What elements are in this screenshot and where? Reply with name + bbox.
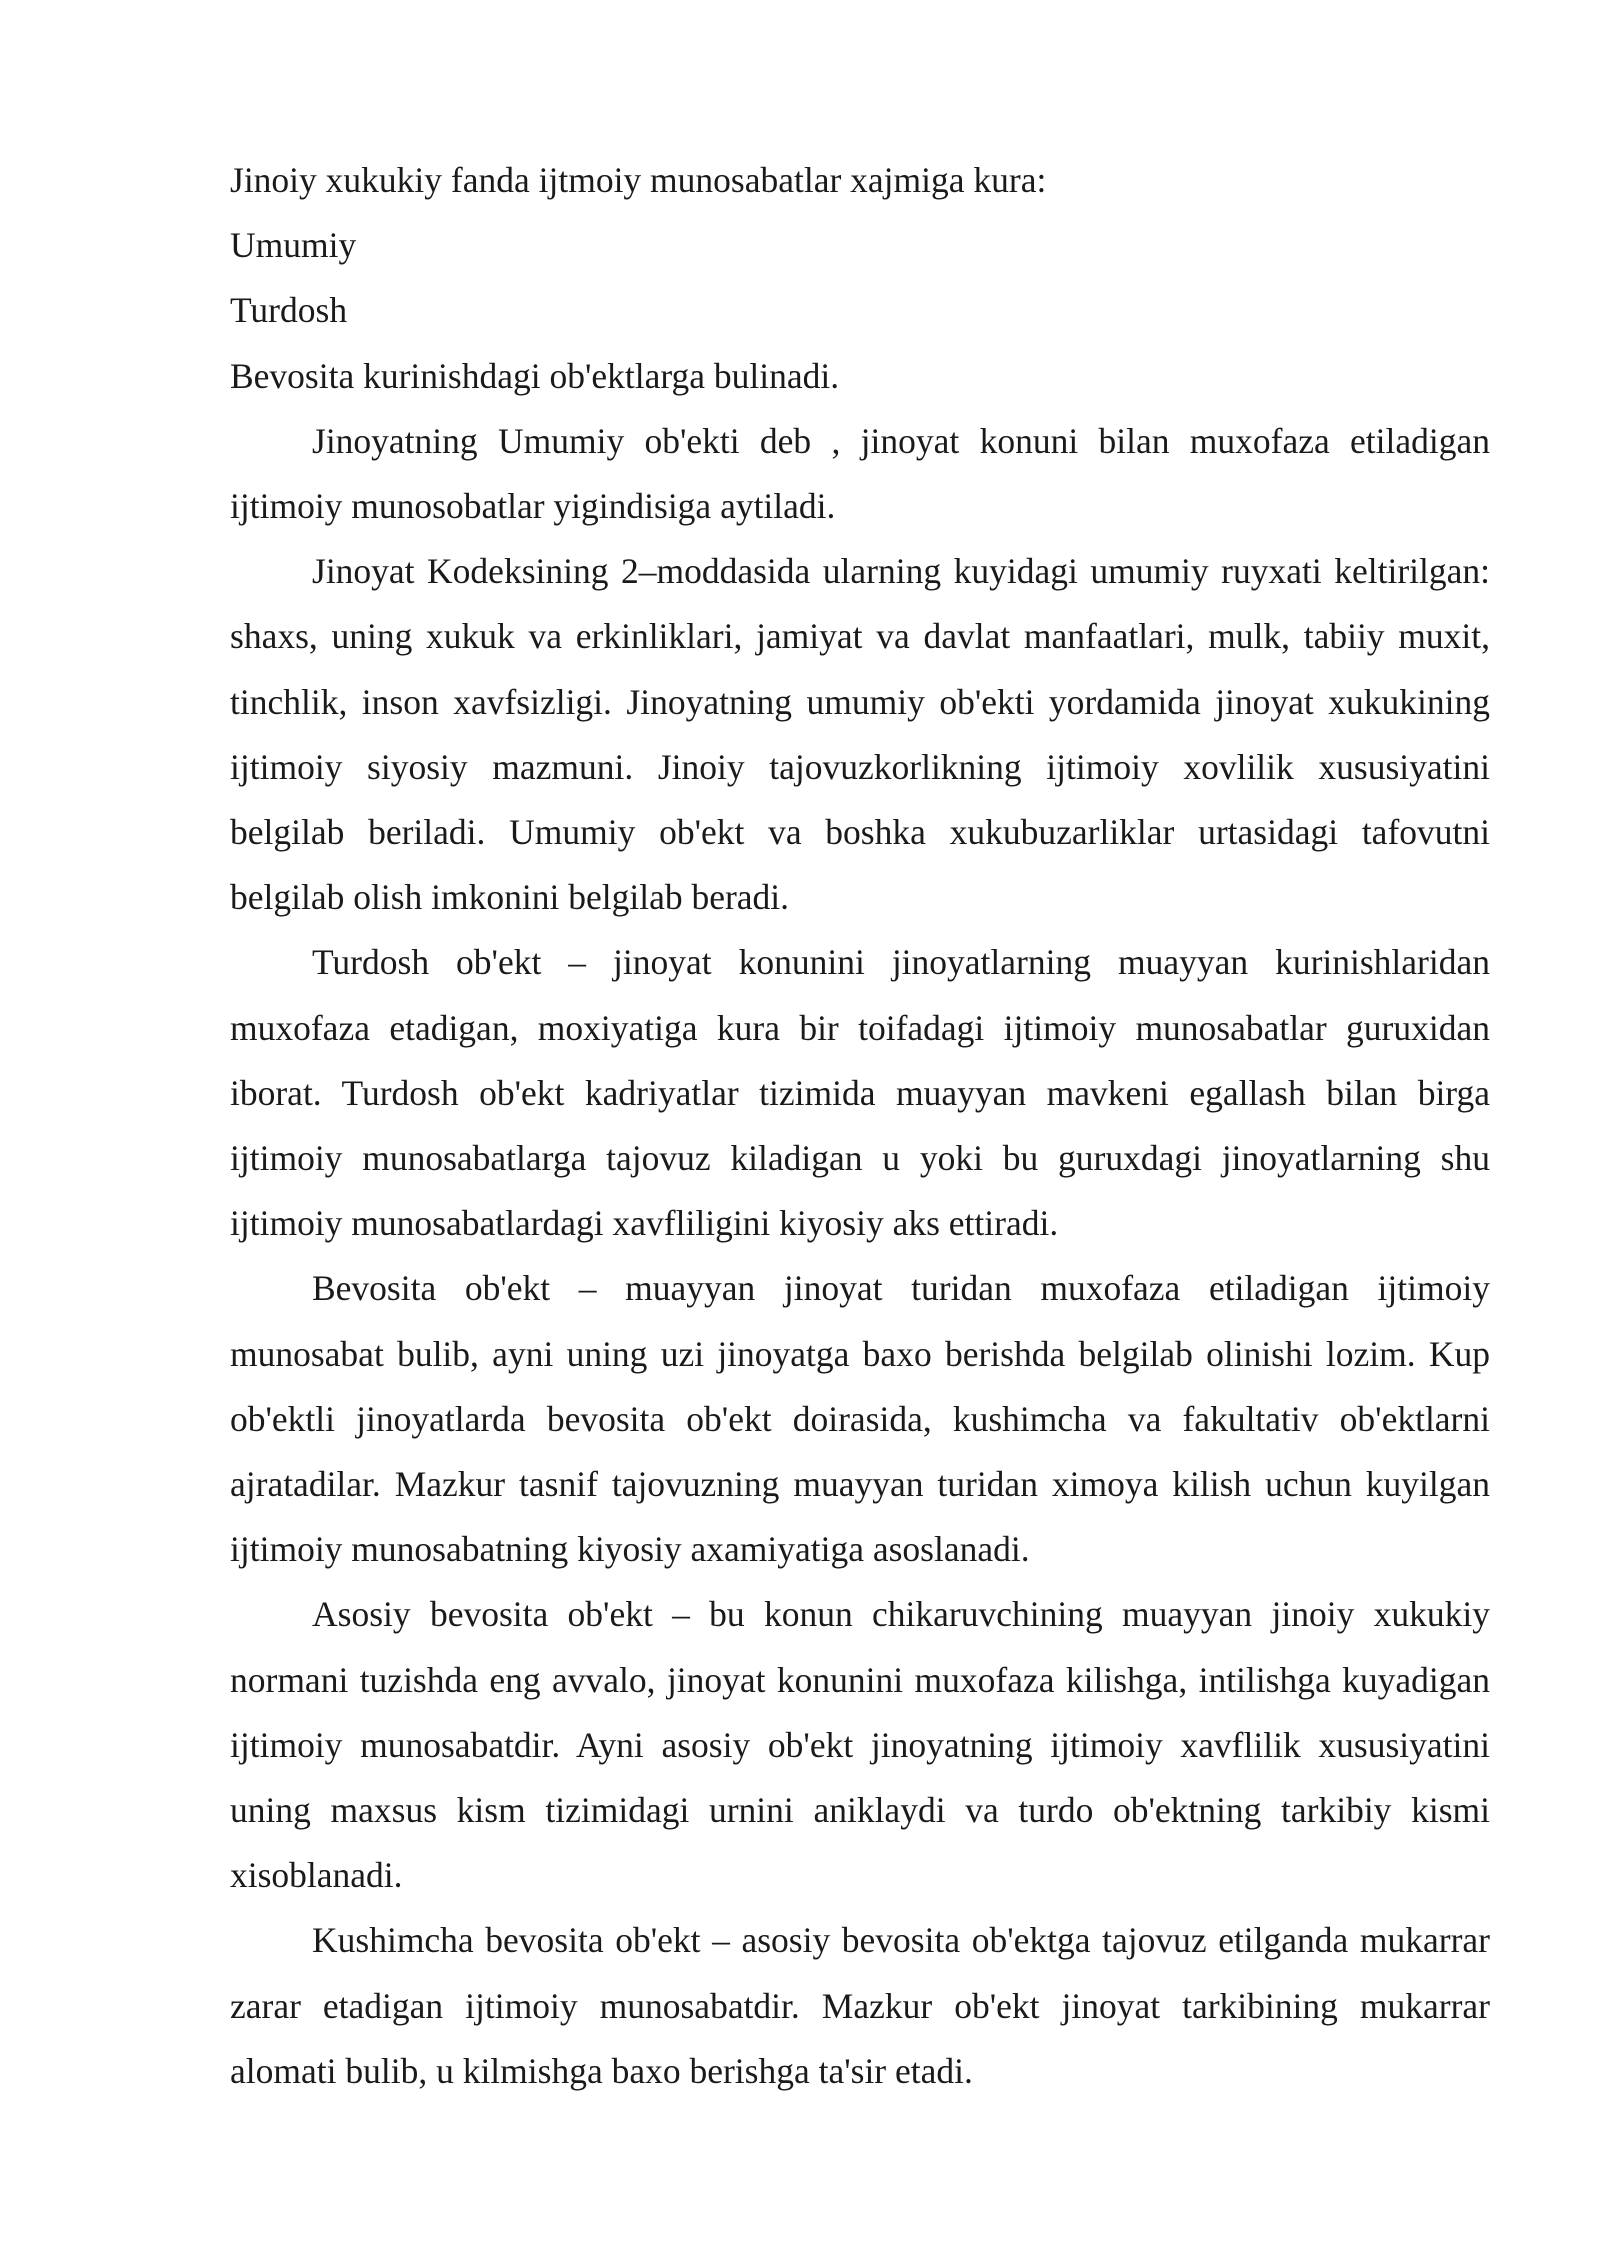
paragraph: Kushimcha bevosita ob'ekt – asosiy bevosita ob'ektga tajovuz etilganda mukarrar zarar etadigan ijtimoiy munosabatdir. Mazkur ob'ekt jinoyat tarkibining mukarrar alomati bulib, u kilmishga baxo berishga ta'sir etadi. xyxy=(230,1920,1490,2091)
intro-line: Jinoiy xukukiy fanda ijtmoiy munosabatlar xajmiga kura: xyxy=(230,160,1047,200)
paragraph: Jinoyatning Umumiy ob'ekti deb , jinoyat konuni bilan muxofaza etiladigan ijtimoiy munosobatlar yigindisiga aytiladi. xyxy=(230,420,1490,527)
paragraph: Asosiy bevosita ob'ekt – bu konun chikaruvchining muayyan jinoiy xukukiy normani tuzishda eng avvalo, jinoyat konunini muxofaza kilishga, intilishga kuyadigan ijtimoiy munosabatdir. Ayni asosiy ob'ekt jinoyatning ijtimoiy xavflilik xususiyatini uning maxsus kism tizimidagi urnini aniklaydi va turdo ob'ektning tarkibiy kismi xisoblanadi. xyxy=(230,1594,1490,1896)
intro-line: Bevosita kurinishdagi ob'ektlarga bulinadi. xyxy=(230,355,840,396)
intro-line: Umumiy xyxy=(230,225,357,266)
intro-line: Turdosh xyxy=(230,290,348,331)
paragraph: Bevosita ob'ekt – muayyan jinoyat turidan muxofaza etiladigan ijtimoiy munosabat bulib, ayni uning uzi jinoyatga baxo berishda belgilab olinishi lozim. Kup ob'ektli jinoyatlarda bevosita ob'ekt doirasida, kushimcha va fakultativ ob'ektlarni ajratadilar. Mazkur tasnif tajovuzning muayyan turidan ximoya kilish uchun kuyilgan ijtimoiy munosabatning kiyosiy axamiyatiga asoslanadi. xyxy=(230,1268,1490,1570)
document-page xyxy=(230,148,1490,2104)
paragraph: Turdosh ob'ekt – jinoyat konunini jinoyatlarning muayyan kurinishlaridan muxofaza etadigan, moxiyatiga kura bir toifadagi ijtimoiy munosabatlar guruxidan iborat. Turdosh ob'ekt kadriyatlar tizimida muayyan mavkeni egallash bilan birga ijtimoiy munosabatlarga tajovuz kiladigan u yoki bu guruxdagi jinoyatlarning shu ijtimoiy munosabatlardagi xavfliligini kiyosiy aks ettiradi. xyxy=(230,942,1490,1244)
paragraph: Jinoyat Kodeksining 2–moddasida ularning kuyidagi umumiy ruyxati keltirilgan: shaxs, uning xukuk va erkinliklari, jamiyat va davlat manfaatlari, mulk, tabiiy muxit, tinchlik, inson xavfsizligi. Jinoyatning umumiy ob'ekti yordamida jinoyat xukukining ijtimoiy siyosiy mazmuni. Jinoiy tajovuzkorlikning ijtimoiy xovlilik xususiyatini belgilab beriladi. Umumiy ob'ekt va boshka xukubuzarliklar urtasidagi tafovutni belgilab olish imkonini belgilab beradi. xyxy=(230,551,1490,918)
